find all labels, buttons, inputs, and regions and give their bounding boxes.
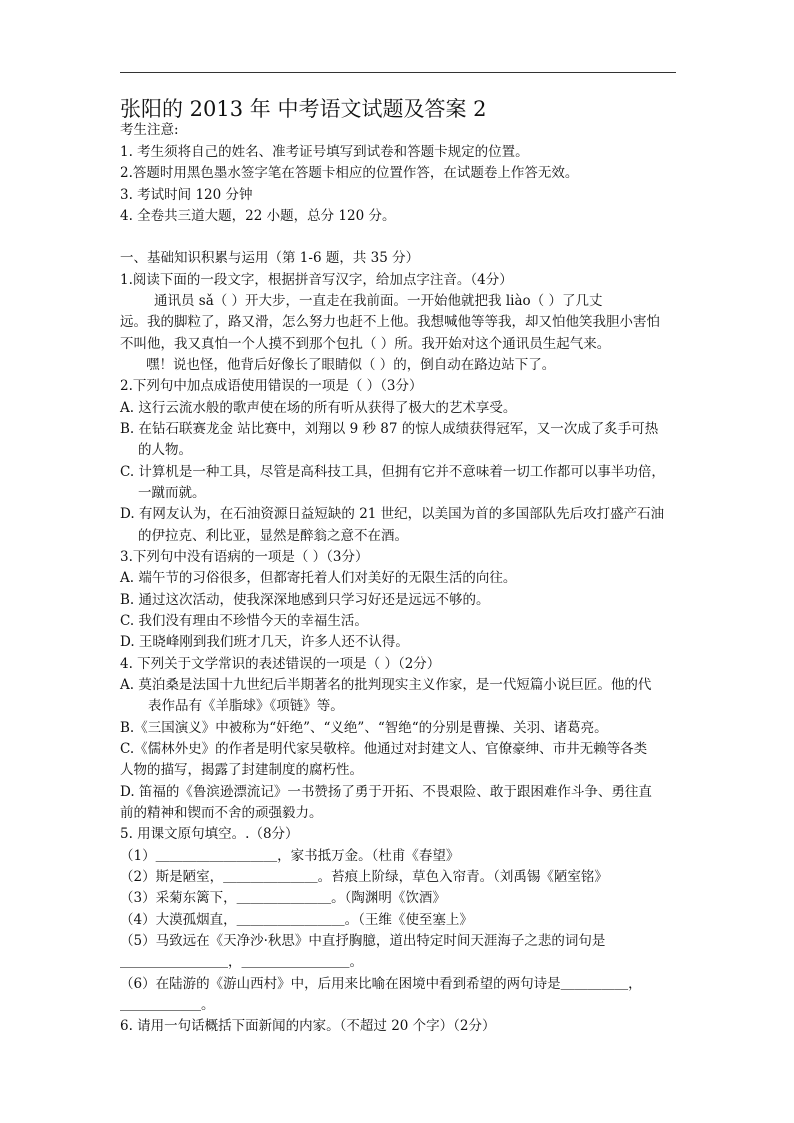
text-line: 远。我的脚粒了，路又滑，怎么努力也赶不上他。我想喊他等等我，却又怕他笑我胆小害怕	[120, 314, 660, 330]
text-line: （6）在陆游的《游山西村》中，后用来比喻在困境中看到希望的两句诗是＿＿＿＿＿，	[120, 976, 642, 992]
text-line: D. 有网友认为，在石油资源日益短缺的 21 世纪，以美国为首的多国部队先后攻打盛产石油	[120, 506, 665, 522]
text-line: A. 端午节的习俗很多，但都寄托着人们对美好的无限生活的向往。	[120, 570, 517, 586]
text-line: （4）大漠孤烟直，＿＿＿＿＿＿＿＿。（王维《使至塞上》	[120, 912, 473, 928]
text-line: 一蹴而就。	[138, 485, 206, 501]
text-line: B. 在钻石联赛龙金 站比赛中，刘翔以 9 秒 87 的惊人成绩获得冠军，又一次成了炙手可热	[120, 421, 659, 437]
text-line: （1）＿＿＿＿＿＿＿＿＿，家书抵万金。（杜甫《春望》	[120, 848, 460, 864]
text-line: 4. 全卷共三道大题，22 小题，总分 120 分。	[120, 208, 396, 224]
text-line: 的人物。	[138, 442, 192, 458]
text-line: 考生注意:	[120, 122, 179, 138]
text-line: 前的精神和锲而不舍的顽强毅力。	[120, 805, 323, 821]
text-line: （3）采菊东篱下，＿＿＿＿＿＿＿。（陶渊明《饮酒》	[120, 890, 446, 906]
text-line: ＿＿＿＿＿＿。	[120, 997, 215, 1013]
text-line: 6. 请用一句话概括下面新闻的内家。（不超过 20 个字）（2分）	[120, 1018, 496, 1034]
text-line: A. 莫泊桑是法国十九世纪后半期著名的批判现实主义作家，是一代短篇小说巨匠。他的代	[120, 677, 652, 693]
header-rule	[120, 72, 676, 73]
text-line: 4. 下列关于文学常识的表述错误的一项是（ ）（2分）	[120, 656, 441, 672]
text-line: B.《三国演义》中被称为“奸绝”、“义绝”、“智绝“的分别是曹操、关羽、诸葛亮。	[120, 720, 608, 736]
text-line: C. 我们没有理由不珍惜今天的幸福生活。	[120, 613, 368, 629]
text-line: C. 计算机是一种工具，尽管是高科技工具，但拥有它并不意味着一切工作都可以事半功倍，	[120, 464, 665, 480]
text-line: D. 王晓峰刚到我们班才几天，许多人还不认得。	[120, 634, 409, 650]
text-line: 一、基础知识积累与运用（第 1-6 题，共 35 分）	[120, 250, 420, 266]
text-line: 5. 用课文原句填空。.（8分）	[120, 826, 299, 842]
text-line: 表作品有《羊脂球》《项链》等。	[148, 698, 344, 714]
document-title: 张阳的 2013 年 中考语文试题及答案 2	[120, 97, 487, 121]
text-line: B. 通过这次活动，使我深深地感到只学习好还是远远不够的。	[120, 592, 490, 608]
text-line: 3.下列句中没有语病的一项是（ ）（3分）	[120, 549, 369, 565]
text-line: 1.阅读下面的一段文字，根据拼音写汉字，给加点字注音。（4分）	[120, 272, 513, 288]
text-line: 人物的描写，揭露了封建制度的腐朽性。	[120, 762, 363, 778]
text-line: 嘿！说也怪，他背后好像长了眼睛似（ ）的，倒自动在路边站下了。	[146, 357, 556, 373]
text-line: 2.答题时用黑色墨水签字笔在答题卡相应的位置作答，在试题卷上作答无效。	[120, 165, 579, 181]
text-line: C.《儒林外史》的作者是明代家吴敬梓。他通过对封建文人、官僚豪绅、市井无赖等各类	[120, 741, 648, 757]
text-line: （5）马致远在《天净沙·秋思》中直抒胸臆，道出特定时间天涯海子之悲的词句是	[120, 933, 606, 949]
text-line: 3. 考试时间 120 分钟	[120, 187, 253, 203]
text-line: 1. 考生须将自己的姓名、准考证号填写到试卷和答题卡规定的位置。	[120, 144, 529, 160]
text-line: 的伊拉克、利比亚，显然是醉翁之意不在酒。	[138, 528, 408, 544]
text-line: D. 笛福的《鲁滨逊漂流记》一书赞扬了勇于开拓、不畏艰险、敢于跟困难作斗争、勇往直	[120, 784, 652, 800]
text-line: 2.下列句中加点成语使用错误的一项是（ ）（3分）	[120, 378, 423, 394]
text-line: （2）斯是陋室，＿＿＿＿＿＿＿。苔痕上阶绿，草色入帘青。（刘禹锡《陋室铭》	[120, 869, 608, 885]
text-line: 通讯员 sǎ（ ）开大步，一直走在我前面。一开始他就把我 liào（ ）了几丈	[154, 293, 603, 309]
text-line: 不叫他，我又真怕一个人摸不到那个包扎（ ）所。我开始对这个通讯员生起气来。	[120, 336, 611, 352]
text-line: ＿＿＿＿＿＿＿＿，＿＿＿＿＿＿＿＿。	[120, 954, 363, 970]
text-line: A. 这行云流水般的歌声使在场的所有听从获得了极大的艺术享受。	[120, 400, 517, 416]
